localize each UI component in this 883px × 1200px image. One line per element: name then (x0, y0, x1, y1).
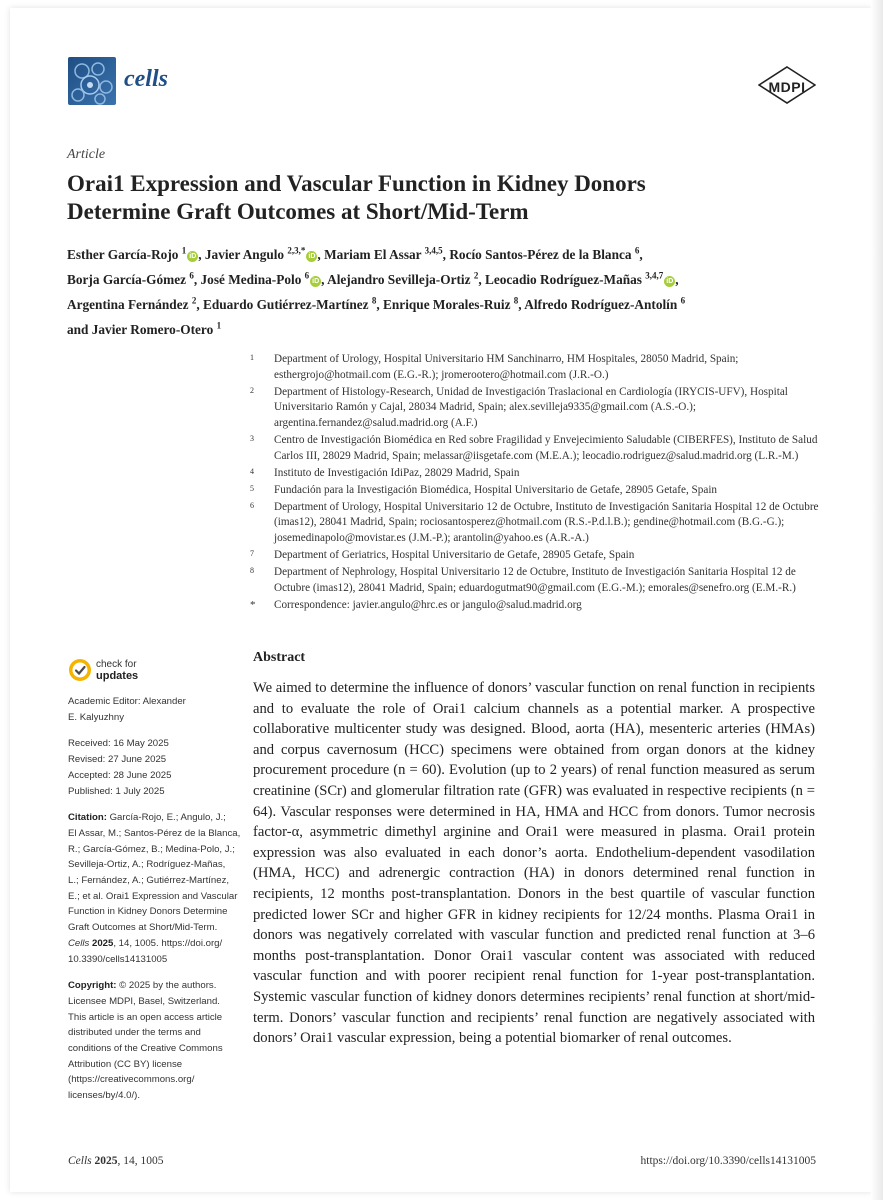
author-separator: , (518, 297, 522, 313)
check-updates-icon (68, 658, 92, 682)
author (67, 297, 200, 312)
citation-line: Function in Kidney Donors Determine (68, 906, 228, 918)
citation-line: L.; Fernández, A.; Gutiérrez-Martínez, (68, 875, 230, 887)
author-name: Enrique Morales-Ruiz (383, 297, 511, 313)
footer-volume: , 14, 1005 (117, 1155, 164, 1167)
author-name: Leocadio Rodríguez-Mañas (484, 272, 642, 288)
author-affiliation-marker: 6 (680, 295, 686, 306)
affiliation-item (250, 548, 830, 564)
author (203, 297, 380, 312)
article-sidebar (68, 694, 246, 1104)
orcid-icon[interactable]: iD (189, 253, 197, 261)
check-for-updates-button[interactable] (68, 657, 188, 689)
publisher-name: MDPI (768, 79, 806, 95)
license-link[interactable]: licenses/by/4.0/). (68, 1090, 140, 1102)
affiliation-text: Instituto de Investigación IdiPaz, 28029 Madrid, Spain (274, 466, 520, 479)
citation-block (68, 810, 246, 967)
author-affiliation-marker: 2 (191, 295, 197, 306)
affiliation-text: Department of Urology, Hospital Universitario 12 de Octubre, Instituto de Investigación Sanitaria Hospital 12 de Octubre (imas12), 28041 Madrid, Spain; rociosantosperez@hotmail.com (R.S.-P.d.l.B.); gendine@hotmail.com (B.G.-G.); josemedinapolo@movistar.es (J.M.-P.); arantolin@yahoo.es (A.R.-A.) (274, 500, 819, 545)
author-affiliation-marker: 2,3,* (287, 246, 306, 256)
check-updates-line2: updates (96, 670, 139, 682)
copyright-line: conditions of the Creative Commons (68, 1043, 223, 1055)
affiliation-number: 3 (250, 433, 254, 443)
author (383, 297, 522, 312)
affiliation-text: Department of Geriatrics, Hospital Universitario de Getafe, 28905 Getafe, Spain (274, 549, 635, 562)
affiliation-number: 7 (250, 549, 254, 559)
affiliation-item (250, 466, 830, 482)
citation-doi-link[interactable]: https://doi.org/ (158, 937, 223, 949)
author-name: Mariam El Assar (324, 247, 422, 263)
affiliation-number: 5 (250, 483, 254, 493)
published-date: Published: 1 July 2025 (68, 785, 165, 797)
affiliation-item (250, 385, 830, 432)
author-separator: , (639, 247, 643, 263)
author-affiliation-marker: 3,4,5 (424, 246, 443, 256)
citation-label: Citation: (68, 812, 107, 824)
author (67, 247, 202, 262)
copyright-block (68, 978, 246, 1104)
affiliation-item (250, 352, 830, 383)
affiliation-number: 6 (250, 500, 254, 510)
affiliation-number: * (250, 598, 256, 611)
author (205, 247, 321, 262)
accepted-date: Accepted: 28 June 2025 (68, 769, 172, 781)
author-name: Alfredo Rodríguez-Antolín (524, 297, 678, 313)
copyright-label: Copyright: (68, 980, 117, 992)
paper-title (67, 170, 827, 226)
author-name: Esther García-Rojo (67, 247, 179, 263)
author-affiliation-marker: 1 (181, 246, 187, 256)
author-name: Rocío Santos-Pérez de la Blanca (449, 247, 632, 263)
abstract-text: We aimed to determine the influence of donors’ vascular function on renal function in recipients and to evaluate the role of Orai1 calcium channels as a potential marker. A prospective collaborative multicenter study was designed. Blood, aorta (HA), mesenteric arteries (HMAs) and corpus cavernosum (HCC) specimens were obtained from organ donors at the kidney procurement procedure (n = 60). Evolution (up to 2 years) of renal function measured as serum creatinine (SCr) and glomerular filtration rate (GFR) was evaluated in respective recipients (n = 64). Vascular responses were determined in HA, HMA and HCC from donors. Tumor necrosis factor-α, asymmetric dimethyl arginine and Orai1 were measured in plasma. Orai1 protein expression was also evaluated in each donor’s aorta. Endothelium-dependent vasodilation (HMA, HCC) and adrenergic contraction (HA) in donors determined renal function in recipients, 12 months post-transplantation. Donors in the best quartile of vascular function predicted lower SCr and higher GFR in kidney recipients for 12/24 months. Plasma Orai1 in donors was negatively correlated with vascular function and predicted renal function at 3–6 months post-transplantation. Donor Orai1 vascular content was associated with reduced vascular function and with poorer recipient renal function for 1-year post-transplantation. Systemic vascular function of kidney donors determines recipients’ renal function at short/mid-term. Donors’ vascular function and recipients’ renal function are negatively associated with donors’ Orai1 vascular expression, being a potential biomarker of renal outcomes. (253, 680, 815, 1047)
received-date: Received: 16 May 2025 (68, 738, 169, 750)
author (67, 272, 197, 287)
author-separator: , (478, 272, 482, 288)
author-separator: , (193, 272, 198, 288)
affiliation-text: Centro de Investigación Biomédica en Red sobre Fragilidad y Envejecimiento Saludable (CIBERFES), Instituto de Salud Carlos III, 28029 Madrid, Spain; melassar@iisgetafe.com (M.E.A.); leocadio.rodriguez@salud.madrid.org (L.R.-M.) (274, 433, 818, 462)
author-separator: , (376, 297, 380, 313)
copyright-line: © 2025 by the authors. (119, 980, 217, 992)
citation-line: Sevilleja-Ortiz, A.; Rodríguez-Mañas, (68, 859, 226, 871)
affiliation-number: 1 (250, 353, 254, 362)
affiliation-number: 4 (250, 466, 254, 476)
citation-line: R.; García-Gómez, B.; Medina-Polo, J.; (68, 843, 235, 855)
author-affiliation-marker: 6 (634, 246, 640, 256)
citation-doi-link[interactable]: 10.3390/cells14131005 (68, 953, 168, 965)
author-separator: , (675, 272, 679, 288)
author-separator: , (196, 297, 200, 313)
author-affiliation-marker: 8 (371, 295, 377, 306)
citation-line: Graft Outcomes at Short/Mid-Term. (68, 922, 218, 934)
mdpi-logo (758, 66, 816, 104)
citation-line: E.; et al. Orai1 Expression and Vascular (68, 890, 238, 902)
author (485, 272, 679, 287)
affiliation-text: Fundación para la Investigación Biomédica, Hospital Universitario de Getafe, 28905 Getafe, Spain (274, 483, 718, 496)
author-affiliation-marker: 6 (304, 270, 310, 281)
copyright-line: Attribution (CC BY) license (68, 1058, 183, 1070)
author-affiliation-marker: 3,4,7 (645, 270, 664, 281)
author (324, 247, 446, 262)
author-affiliation-marker: 2 (473, 270, 479, 281)
author-name: José Medina-Polo (200, 272, 302, 288)
author (449, 247, 642, 262)
title-line: Determine Graft Outcomes at Short/Mid-Term (67, 199, 529, 224)
affiliation-item (250, 598, 830, 614)
orcid-icon[interactable]: iD (312, 278, 320, 286)
title-line: Orai1 Expression and Vascular Function in Kidney Donors (67, 171, 646, 196)
citation-journal: Cells (68, 937, 90, 949)
author-name: Borja García-Gómez (67, 272, 187, 288)
citation-year: 2025 (92, 937, 114, 949)
author-affiliation-marker: 1 (216, 320, 222, 331)
academic-editor-label: Academic Editor: Alexander (68, 696, 186, 707)
author-name: Javier Angulo (204, 247, 285, 263)
author (524, 297, 685, 312)
author-separator: , (317, 247, 321, 263)
article-type: Article (67, 147, 106, 162)
author (67, 322, 221, 337)
author-affiliation-marker: 6 (189, 270, 194, 281)
affiliation-text: Correspondence: javier.angulo@hrc.es or jangulo@salud.madrid.org (274, 598, 582, 611)
affiliations (250, 352, 830, 615)
author (201, 272, 325, 287)
affiliation-number: 8 (250, 566, 254, 576)
footer-year: 2025 (94, 1155, 118, 1167)
author-name: and Javier Romero-Otero (67, 322, 214, 338)
affiliation-item (250, 500, 830, 547)
orcid-icon[interactable]: iD (308, 253, 316, 261)
citation-line: El Assar, M.; Santos-Pérez de la Blanca, (68, 827, 241, 839)
author-list (67, 241, 827, 341)
copyright-line: distributed under the terms and (68, 1027, 201, 1039)
orcid-icon[interactable]: iD (666, 278, 674, 286)
journal-logo-icon (68, 57, 116, 105)
affiliation-number: 2 (250, 385, 254, 395)
affiliation-item (250, 433, 830, 464)
author (327, 272, 482, 287)
copyright-line: This article is an open access article (68, 1011, 223, 1023)
revised-date: Revised: 27 June 2025 (68, 754, 167, 766)
abstract-heading: Abstract (253, 650, 306, 665)
footer-doi-link[interactable]: https://doi.org/10.3390/cells14131005 (640, 1155, 816, 1167)
license-link[interactable]: (https://creativecommons.org/ (68, 1074, 195, 1086)
check-updates-line1: check for (96, 659, 137, 670)
author-affiliation-marker: 8 (513, 295, 519, 306)
author-name: Alejandro Sevilleja-Ortiz (327, 272, 471, 288)
affiliation-item (250, 565, 830, 596)
author-name: Argentina Fernández (67, 297, 189, 313)
author-separator: , (442, 247, 446, 263)
affiliation-text: Department of Histology-Research, Unidad de Investigación Traslacional en Cardiología (IRYCIS-UFV), Hospital Universitario Ramón y Cajal, 28034 Madrid, Spain; alex.sevilleja9335@gmail.com (A.S.-O.); argentina.fernandez@salud.madrid.org (A.F.) (274, 385, 788, 429)
affiliation-text: Department of Urology, Hospital Universitario HM Sanchinarro, HM Hospitales, 28050 Madrid, Spain; esthergrojo@hotmail.com (E.G.-R.); jromerootero@hotmail.com (J.R.-O.) (274, 353, 739, 381)
affiliation-item (250, 483, 830, 499)
academic-editor-name: E. Kalyuzhny (68, 711, 124, 723)
author-name: Eduardo Gutiérrez-Martínez (203, 297, 369, 313)
copyright-line: Licensee MDPI, Basel, Switzerland. (68, 995, 220, 1007)
affiliation-text: Department of Nephrology, Hospital Universitario 12 de Octubre, Instituto de Investigación Sanitaria Hospital 12 de Octubre (imas12), 28041 Madrid, Spain; eduardogutmat90@gmail.com (E.G.-M.); emorales@senefro.org (E.M.-R.) (274, 566, 796, 594)
citation-volume: , 14, 1005. (113, 937, 159, 949)
footer-citation (68, 1155, 164, 1167)
citation-line: García-Rojo, E.; Angulo, J.; (109, 812, 226, 824)
author-separator: , (198, 247, 202, 263)
footer-journal: Cells (68, 1155, 92, 1167)
author-separator: , (321, 272, 325, 288)
journal-name: cells (124, 66, 168, 92)
page-edge-shadow (871, 0, 883, 1200)
